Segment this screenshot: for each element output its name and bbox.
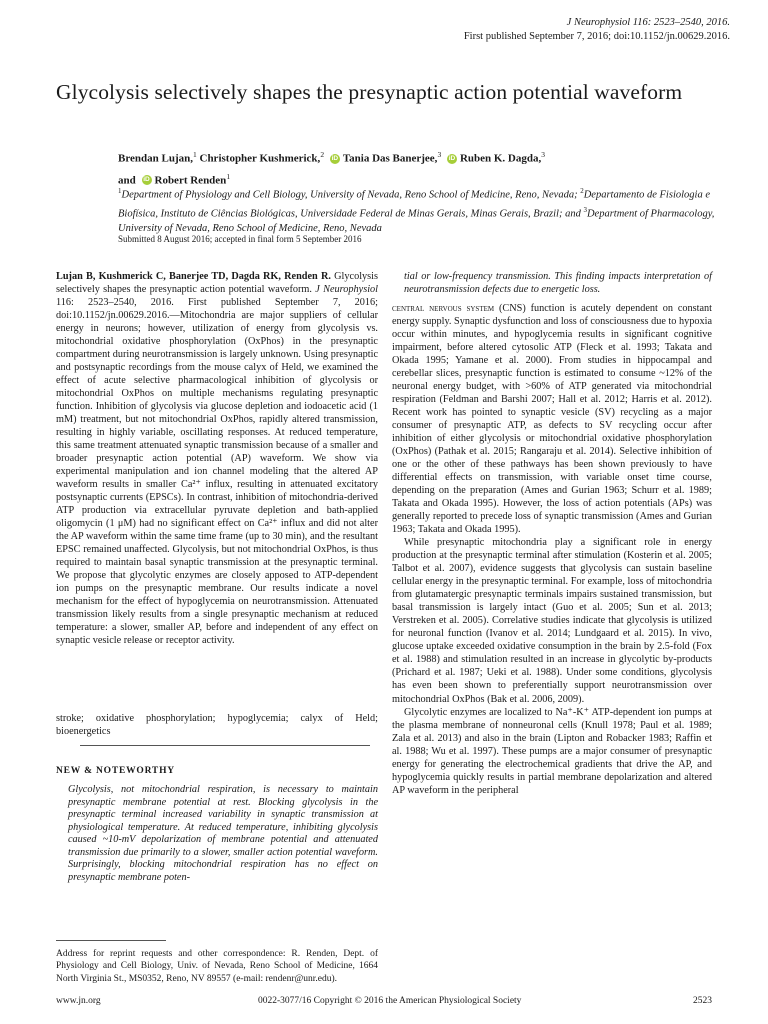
orcid-icon[interactable]: iD [448,154,456,162]
correspondence-note: Address for reprint requests and other correspondence: R. Renden, Dept. of Physiology and Cell Biology, Univ. of Nevada, Reno School of Medicine, 1664 North Virginia St., MS0352, Reno, NV 89557 (e-mail: rendenr@unr.edu). [56,949,378,984]
affiliation-3: Department of Pharmacology, University of Nevada, Reno School of Medicine, Reno, Nevada [118,208,715,234]
author-3[interactable]: Tania Das Banerjee, [342,152,438,165]
journal-citation-line: J Neurophysiol 116: 2523–2540, 2016. [566,17,730,28]
footer-url[interactable]: www.jn.org [56,996,101,1006]
author-1[interactable]: Brendan Lujan, [118,152,193,165]
abstract-citation-authors: Lujan B, Kushmerick C, Banerjee TD, Dagda RK, Renden R. [56,271,331,282]
abstract-citation-rest: 116: 2523–2540, 2016. First published September 7, 2016; doi:10.1152/jn.00629.2016.— [56,297,378,322]
body-paragraph-1 [392,302,712,536]
affil-marker: 3 [583,205,587,214]
footer-copyright: 0022-3077/16 Copyright © 2016 the American Physiological Society [258,996,522,1006]
affiliations [118,184,728,236]
abstract-journal: J Neurophysiol [315,284,379,296]
author-3-affil: 3 [437,150,442,159]
author-5-affil: 1 [226,171,231,181]
affil-marker: 2 [580,187,584,195]
author-list [118,146,718,189]
orcid-icon[interactable]: iD [331,154,339,162]
orcid-icon[interactable]: iD [143,176,150,184]
new-noteworthy-heading: NEW & NOTEWORTHY [56,766,175,776]
author-4[interactable]: Ruben K. Dagda, [459,152,542,165]
body-paragraph-3: Glycolytic enzymes are localized to Na⁺-K⁺ ATP-dependent ion pumps at the plasma membrane of nonneuronal cells (Knull 1978; Paul et al. 1989; Zala et al. 2013) and also in the brain (Lipton and Robacker 1983; Raffin et al. 1988; Wu et al. 1997). These pumps are a major consumer of presynaptic energy for generating the electrochemical gradients that drive the AP, and hypoglycemia quickly results in partial membrane depolarization and altered AP waveform in the peripheral [392,706,712,796]
author-5[interactable]: Robert Renden [154,174,227,187]
author-1-affil: 1 [193,150,197,159]
page-number: 2523 [693,996,712,1006]
author-2-affil: 2 [320,150,325,159]
submission-dates: Submitted 8 August 2016; accepted in final form 5 September 2016 [118,234,362,244]
abstract-body: Mitochondria are major suppliers of cellular energy in neurons; however, utilization of energy from glycolysis vs. mitochondrial oxidative phosphorylation (OxPhos) in the presynaptic compartment during neurotransmission is largely unknown. Using presynaptic and postsynaptic recordings from the mouse calyx of Held, we examined the effect of acute selective pharmacological inhibition of glycolysis or mitochondrial OxPhos on multiple mechanisms regulating presynaptic function. Inhibition of glycolysis via glucose depletion and iodoacetic acid (1 mM) treatment, but not mitochondrial OxPhos, rapidly altered transmission, resulting in highly variable, oscillating responses. At reduced temperature, this same treatment attenuated synaptic transmission because of a smaller and broader presynaptic action potential (AP) waveform. We show via experimental manipulation and ion channel modeling that the altered AP waveform results in smaller Ca²⁺ influx, resulting in attenuated excitatory postsynaptic currents (EPSCs). In contrast, inhibition of mitochondria-derived ATP production via extracellular pyruvate depletion and bath-applied oligomycin (1 μM) had no significant effect on Ca²⁺ influx and did not alter the AP waveform within the same time frame (up to 30 min), and the resultant EPSC remained unaffected. Glycolysis, but not mitochondrial OxPhos, is thus required to maintain basal synaptic transmission at the presynaptic terminal. We propose that glycolytic enzymes are closely apposed to ATP-dependent ion pumps on the presynaptic membrane. Our results indicate a novel mechanism for the effect of hypoglycemia on neurotransmission. Attenuated transmission likely results from a single presynaptic mechanism at reduced temperature: a slower, smaller AP, before and independent of any effect on synaptic vesicle release or receptor activity. [56,310,378,647]
keywords: stroke; oxidative phosphorylation; hypoglycemia; calyx of Held; bioenergetics [56,713,378,738]
lead-in: central nervous system [392,303,495,315]
footnote-divider [56,940,166,941]
author-4-affil: 3 [541,150,545,159]
journal-header [310,16,730,44]
body-paragraph-1-text: (CNS) function is acutely dependent on constant energy supply. Synaptic dysfunction and loss of consciousness due to hypoxia occur within minutes, and hypoglycemia results in significant cognitive impairment, before altered cytosolic ATP (Fleck et al. 1993; Takata and Okada 1995; Yamane et al. 2000). From studies in hippocampal and cerebellar slices, presynaptic function is estimated to consume ~12% of the neuronal energy budget, with >60% of ATP generated via mitochondrial respiration (Feldman and Barshi 2007; Hall et al. 2012; Harris et al. 2012). Recent work has pointed to synaptic vesicle (SV) recycling as a major consumer of presynaptic ATP, as defects to SV recycling occur after inhibition of either glycolysis or mitochondrial oxidative phosphorylation (OxPhos) (Pathak et al. 2015; Rangaraju et al. 2014). Selective inhibition of one or the other of these pathways has been shown previously to have differential effects on transmission, with variable onset time course, depending on the preparation (Ames and Gurian 1963; Schurr et al. 1989; Takata and Okada 1995). However, the loss of action potentials (APs) was generally reported to precede loss of synaptic transmission (Ames and Gurian 1963; Takata and Okada 1995). [392,303,712,536]
affil-marker: 1 [118,187,122,195]
affiliation-1: Department of Physiology and Cell Biology, University of Nevada, Reno School of Medicine, Reno, Nevada; [121,189,581,201]
abstract-citation-title: Glycolysis selectively shapes the presynaptic action potential waveform. [56,271,378,296]
body-paragraph-2: While presynaptic mitochondria play a significant role in energy production at the presynaptic terminal after stimulation (Kosterin et al. 2005; Talbot et al. 2007), evidence suggests that glycolysis can sustain baseline cellular energy in the presynaptic terminal. For example, loss of mitochondria from glutamatergic presynaptic terminals impairs sustained transmission, but basal transmission is largely intact (Guo et al. 2005; Sun et al. 2013; Verstreken et al. 2005). Correlative studies indicate that glycolysis is utilized for neuronal function (Ivanov et al. 2014; Lundgaard et al. 2015). In vivo, glucose uptake exceeded oxidative consumption in the brain by 2.5-fold (Fox et al. 1988) and stimulation resulted in an increase in glycolytic by-products (Prichard et al. 1987; Ueki et al. 1988). Under some conditions, glycolysis has even been shown to preferentially support neurotransmission over mitochondrial OxPhos (Bak et al. 2006, 2009). [392,537,712,705]
author-and: and [118,174,136,187]
body-text-column [392,270,712,797]
abstract [56,270,378,647]
section-divider [80,745,370,746]
affiliation-2: Departamento de Fisiologia e Biofísica, Instituto de Ciências Biológicas, Universidade Federal de Minas Gerais, Minas Gerais, Brazil; and [118,189,710,219]
new-noteworthy-body: Glycolysis, not mitochondrial respiration, is necessary to maintain presynaptic membrane potential at rest. Blocking glycolysis in the presynaptic terminal increased variability in synaptic transmission at physiological temperature. At reduced temperature, inhibiting glycolysis caused ~10-mV depolarization of membrane potential and attenuated transmission due primarily to a slower, smaller action potential waveform. Surprisingly, blocking mitochondrial respiration has no effect on presynaptic membrane poten- [68,784,378,883]
new-noteworthy-continued: tial or low-frequency transmission. This finding impacts interpretation of neurotransmission defects due to energetic loss. [404,271,712,296]
author-2[interactable]: Christopher Kushmerick, [199,152,321,165]
published-line: First published September 7, 2016; doi:10.1152/jn.00629.2016. [463,31,730,42]
paper-title: Glycolysis selectively shapes the presynaptic action potential waveform [56,80,683,104]
